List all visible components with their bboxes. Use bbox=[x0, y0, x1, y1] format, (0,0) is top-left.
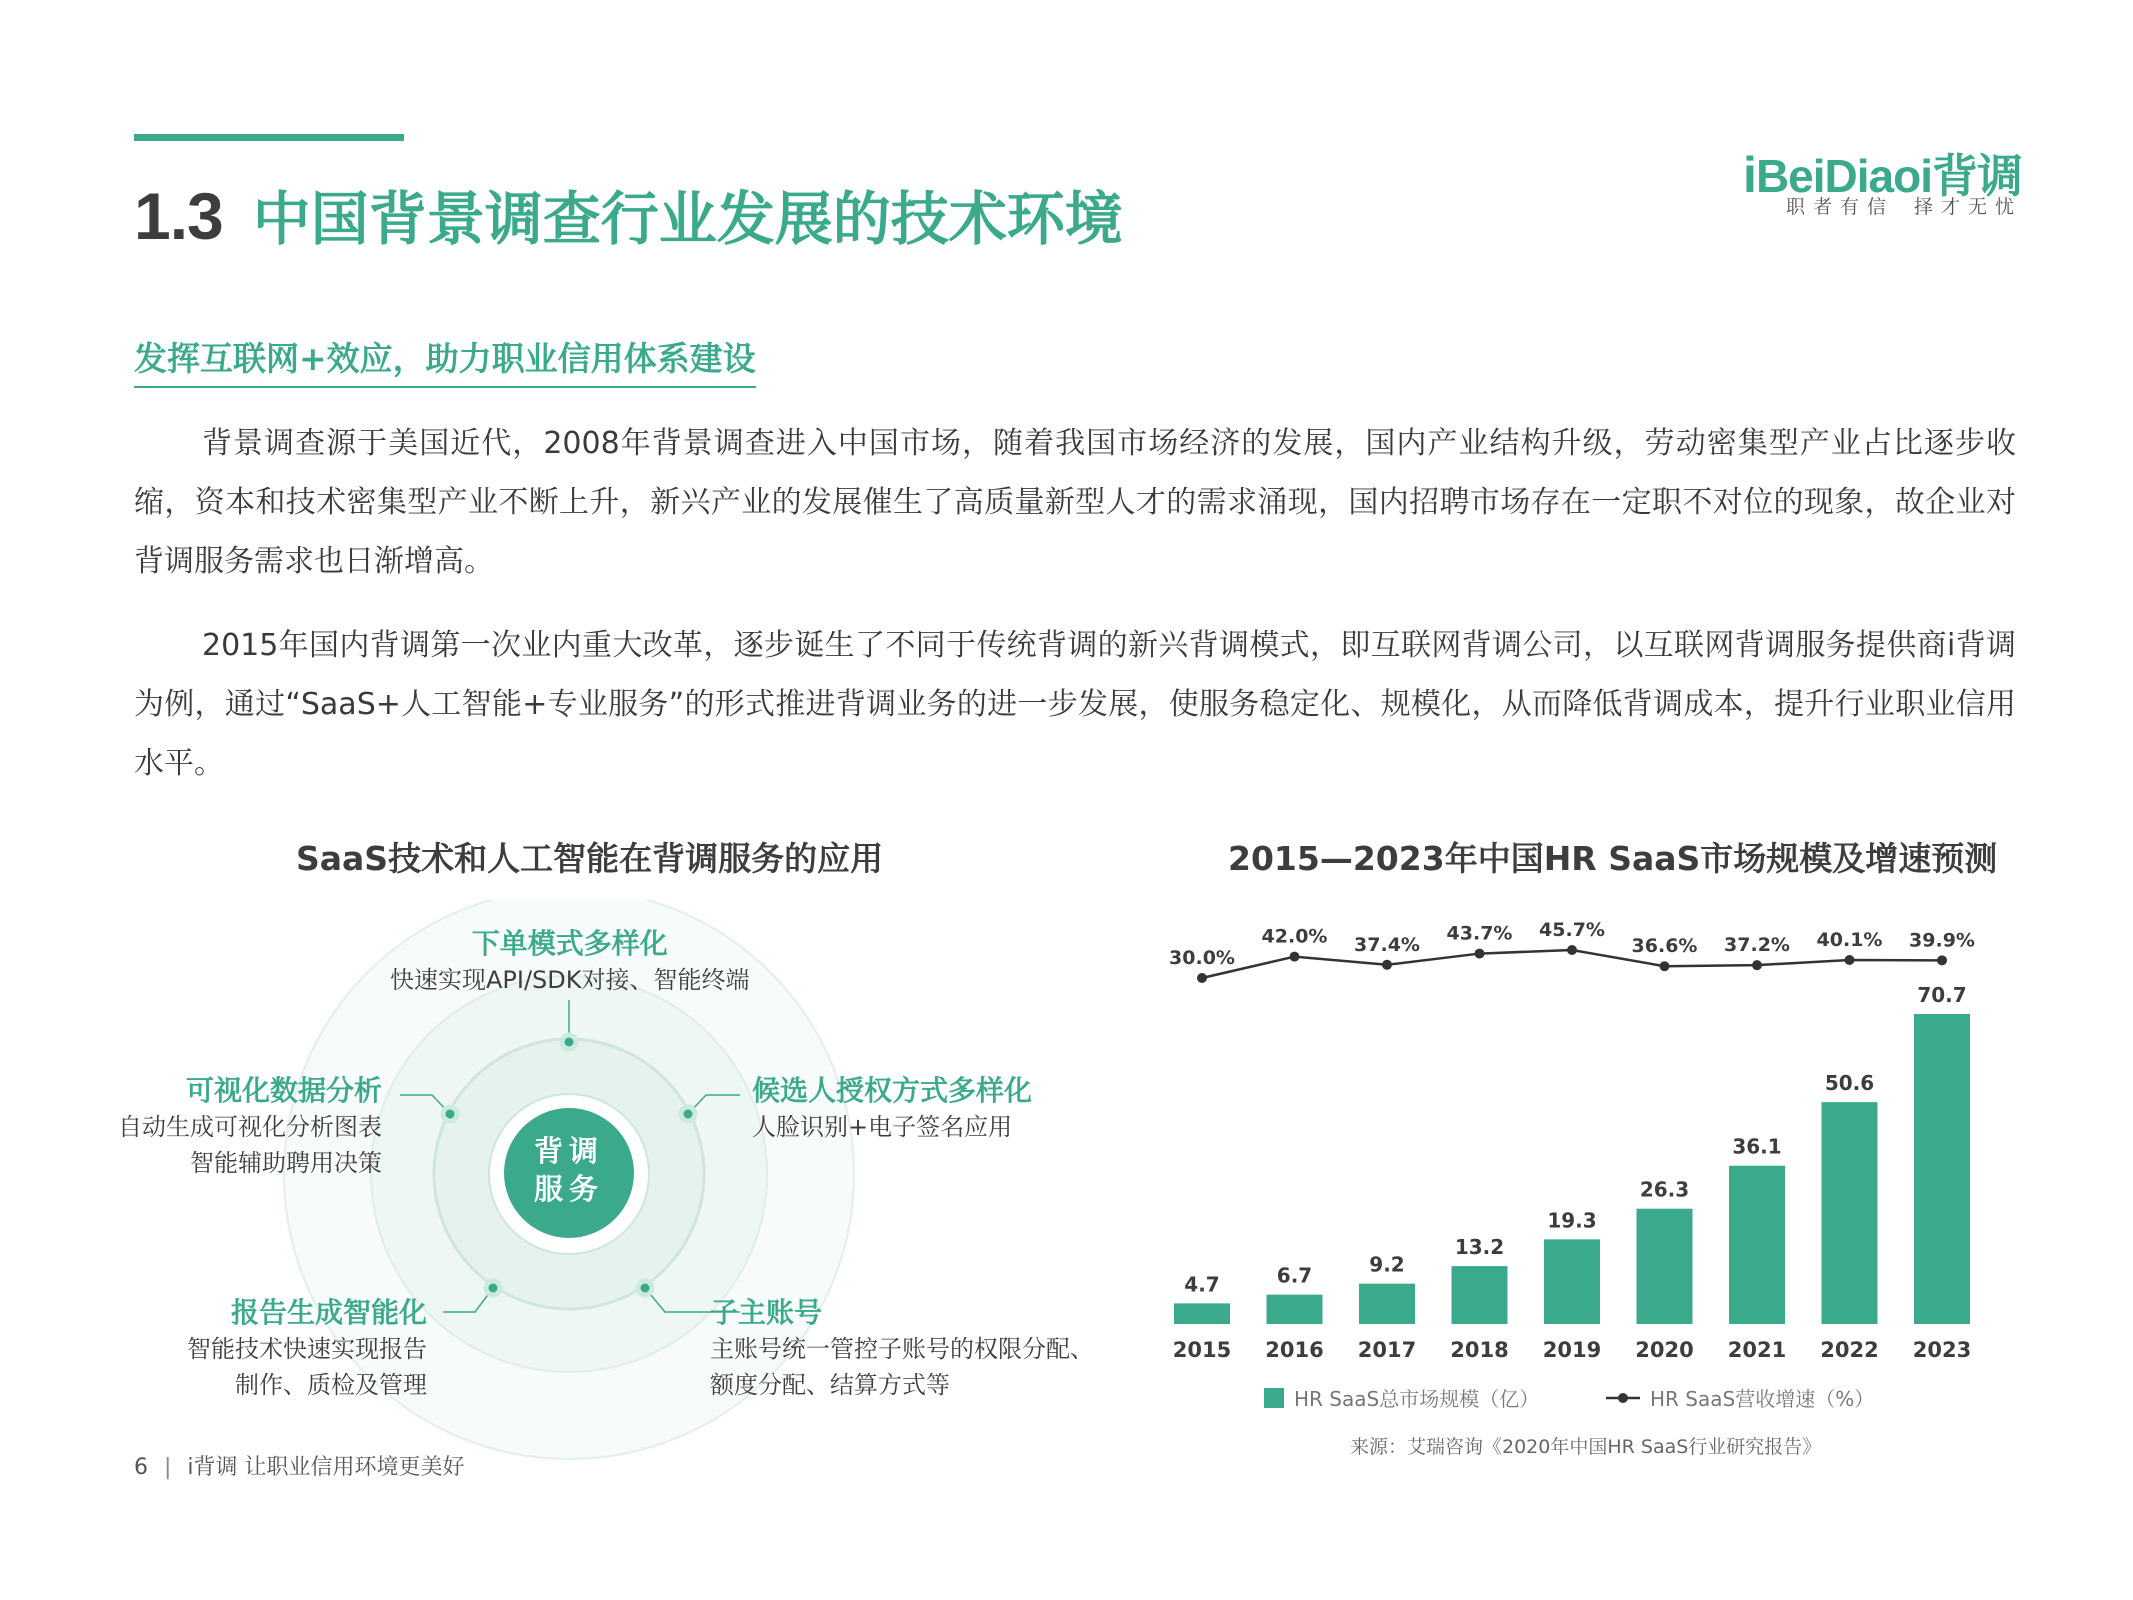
growth-value-label: 37.4% bbox=[1354, 933, 1420, 956]
growth-point bbox=[1937, 955, 1947, 965]
x-tick-label: 2018 bbox=[1450, 1338, 1509, 1362]
node-report-generation: 报告生成智能化 智能技术快速实现报告 制作、质检及管理 bbox=[187, 1296, 427, 1399]
x-tick-label: 2015 bbox=[1172, 1338, 1232, 1362]
x-tick-label: 2021 bbox=[1727, 1338, 1787, 1362]
growth-point bbox=[1660, 961, 1670, 971]
x-tick-label: 2019 bbox=[1542, 1338, 1602, 1362]
bar-value-label: 6.7 bbox=[1276, 1263, 1313, 1288]
footer-text: i背调 让职业信用环境更美好 bbox=[187, 1455, 465, 1480]
x-tick-label: 2020 bbox=[1635, 1338, 1694, 1362]
bar-value-label: 50.6 bbox=[1824, 1071, 1875, 1096]
bar-2022 bbox=[1822, 1102, 1878, 1324]
section-title bbox=[134, 172, 1123, 252]
growth-value-label: 36.6% bbox=[1631, 935, 1698, 958]
growth-value-label: 30.0% bbox=[1169, 947, 1235, 969]
growth-point bbox=[1845, 955, 1855, 965]
chart-title: 2015—2023年中国HR SaaS市场规模及增速预测 bbox=[1228, 839, 1998, 878]
growth-point bbox=[1475, 949, 1485, 959]
growth-value-label: 40.1% bbox=[1816, 928, 1883, 951]
page-number: 6 bbox=[134, 1455, 148, 1480]
x-tick-label: 2016 bbox=[1265, 1338, 1324, 1362]
section-number: 1.3 bbox=[134, 179, 223, 253]
source-note: 来源：艾瑞咨询《2020年中国HR SaaS行业研究报告》 bbox=[1350, 1436, 1822, 1458]
center-circle bbox=[504, 1108, 634, 1238]
paragraph-1: 背景调查源于美国近代，2008年背景调查进入中国市场，随着我国市场经济的发展，国内产业结构升级，劳动密集型产业占比逐步收缩，资本和技术密集型产业不断上升，新兴产业的发展催生了高质量新型人才的需求涌现，国内招聘市场存在一定职不对位的现象，故企业对背调服务需求也日渐增高。 bbox=[134, 426, 2016, 579]
bar-2021 bbox=[1729, 1166, 1785, 1324]
growth-value-label: 45.7% bbox=[1539, 919, 1605, 941]
bar-2016 bbox=[1267, 1295, 1323, 1324]
section-heading: 中国背景调查行业发展的技术环境 bbox=[252, 185, 1123, 253]
bar-value-label: 70.7 bbox=[1917, 983, 1967, 1007]
growth-value-label: 42.0% bbox=[1261, 925, 1328, 948]
growth-point bbox=[1290, 952, 1300, 962]
paragraph-2: 2015年国内背调第一次业内重大改革，逐步诞生了不同于传统背调的新兴背调模式，即互联网背调公司，以互联网背调服务提供商i背调为例，通过“SaaS+人工智能+专业服务”的形式推进背调业务的进一步发展，使服务稳定化、规模化，从而降低背调成本，提升行业职业信用水平。 bbox=[134, 628, 2016, 781]
bar-2018 bbox=[1452, 1266, 1508, 1324]
bar-value-label: 26.3 bbox=[1639, 1177, 1690, 1202]
brand-logo bbox=[1702, 140, 2022, 220]
node-visual-analytics: 可视化数据分析 自动生成可视化分析图表 智能辅助聘用决策 bbox=[118, 1074, 382, 1177]
page-footer bbox=[134, 1450, 465, 1481]
bar-value-label: 19.3 bbox=[1547, 1208, 1597, 1233]
bar-2023 bbox=[1914, 1014, 1970, 1324]
growth-point bbox=[1567, 945, 1577, 955]
bar-2015 bbox=[1174, 1303, 1230, 1324]
logo-chinese: i背调 bbox=[1920, 150, 2022, 202]
bar-2019 bbox=[1544, 1239, 1600, 1324]
bar-value-label: 36.1 bbox=[1732, 1134, 1782, 1159]
bar-2020 bbox=[1637, 1209, 1693, 1324]
left-figure-title: SaaS技术和人工智能在背调服务的应用 bbox=[296, 839, 884, 878]
x-tick-label: 2022 bbox=[1820, 1338, 1879, 1362]
footer-separator: | bbox=[164, 1455, 172, 1480]
logo-latin: BeiDiao bbox=[1755, 150, 1921, 202]
bar-value-label: 13.2 bbox=[1454, 1235, 1505, 1260]
growth-point bbox=[1382, 960, 1392, 970]
bar-value-label: 4.7 bbox=[1184, 1272, 1220, 1297]
legend-line-label: HR SaaS营收增速（%） bbox=[1650, 1387, 1875, 1411]
subheading: 发挥互联网+效应，助力职业信用体系建设 bbox=[134, 333, 756, 388]
growth-value-label: 37.2% bbox=[1724, 934, 1790, 957]
center-label-1: 背调 bbox=[533, 1134, 604, 1168]
logo-wordmark: iBeiDiaoi背调 bbox=[1743, 147, 2022, 203]
legend-bar-swatch bbox=[1264, 1388, 1284, 1408]
legend-line-marker bbox=[1618, 1393, 1628, 1403]
x-tick-label: 2017 bbox=[1357, 1338, 1417, 1362]
accent-bar bbox=[134, 134, 404, 141]
hr-saas-chart bbox=[1140, 900, 2000, 1420]
growth-point bbox=[1197, 973, 1207, 983]
bar-value-label: 9.2 bbox=[1369, 1252, 1405, 1277]
node-sub-accounts: 子主账号 主账号统一管控子账号的权限分配、 额度分配、结算方式等 bbox=[710, 1296, 1094, 1399]
growth-value-label: 39.9% bbox=[1909, 929, 1975, 952]
node-order-mode: 下单模式多样化 快速实现API/SDK对接、智能终端 bbox=[390, 927, 750, 994]
bar-2017 bbox=[1359, 1284, 1415, 1324]
center-label-2: 服务 bbox=[533, 1172, 604, 1206]
growth-point bbox=[1752, 960, 1762, 970]
legend-bar-label: HR SaaS总市场规模（亿） bbox=[1294, 1387, 1540, 1411]
node-authorization: 候选人授权方式多样化 人脸识别+电子签名应用 bbox=[752, 1074, 1033, 1141]
x-tick-label: 2023 bbox=[1912, 1338, 1972, 1362]
growth-value-label: 43.7% bbox=[1446, 922, 1513, 945]
logo-tagline: 职者有信 择才无忧 bbox=[1785, 196, 2022, 218]
